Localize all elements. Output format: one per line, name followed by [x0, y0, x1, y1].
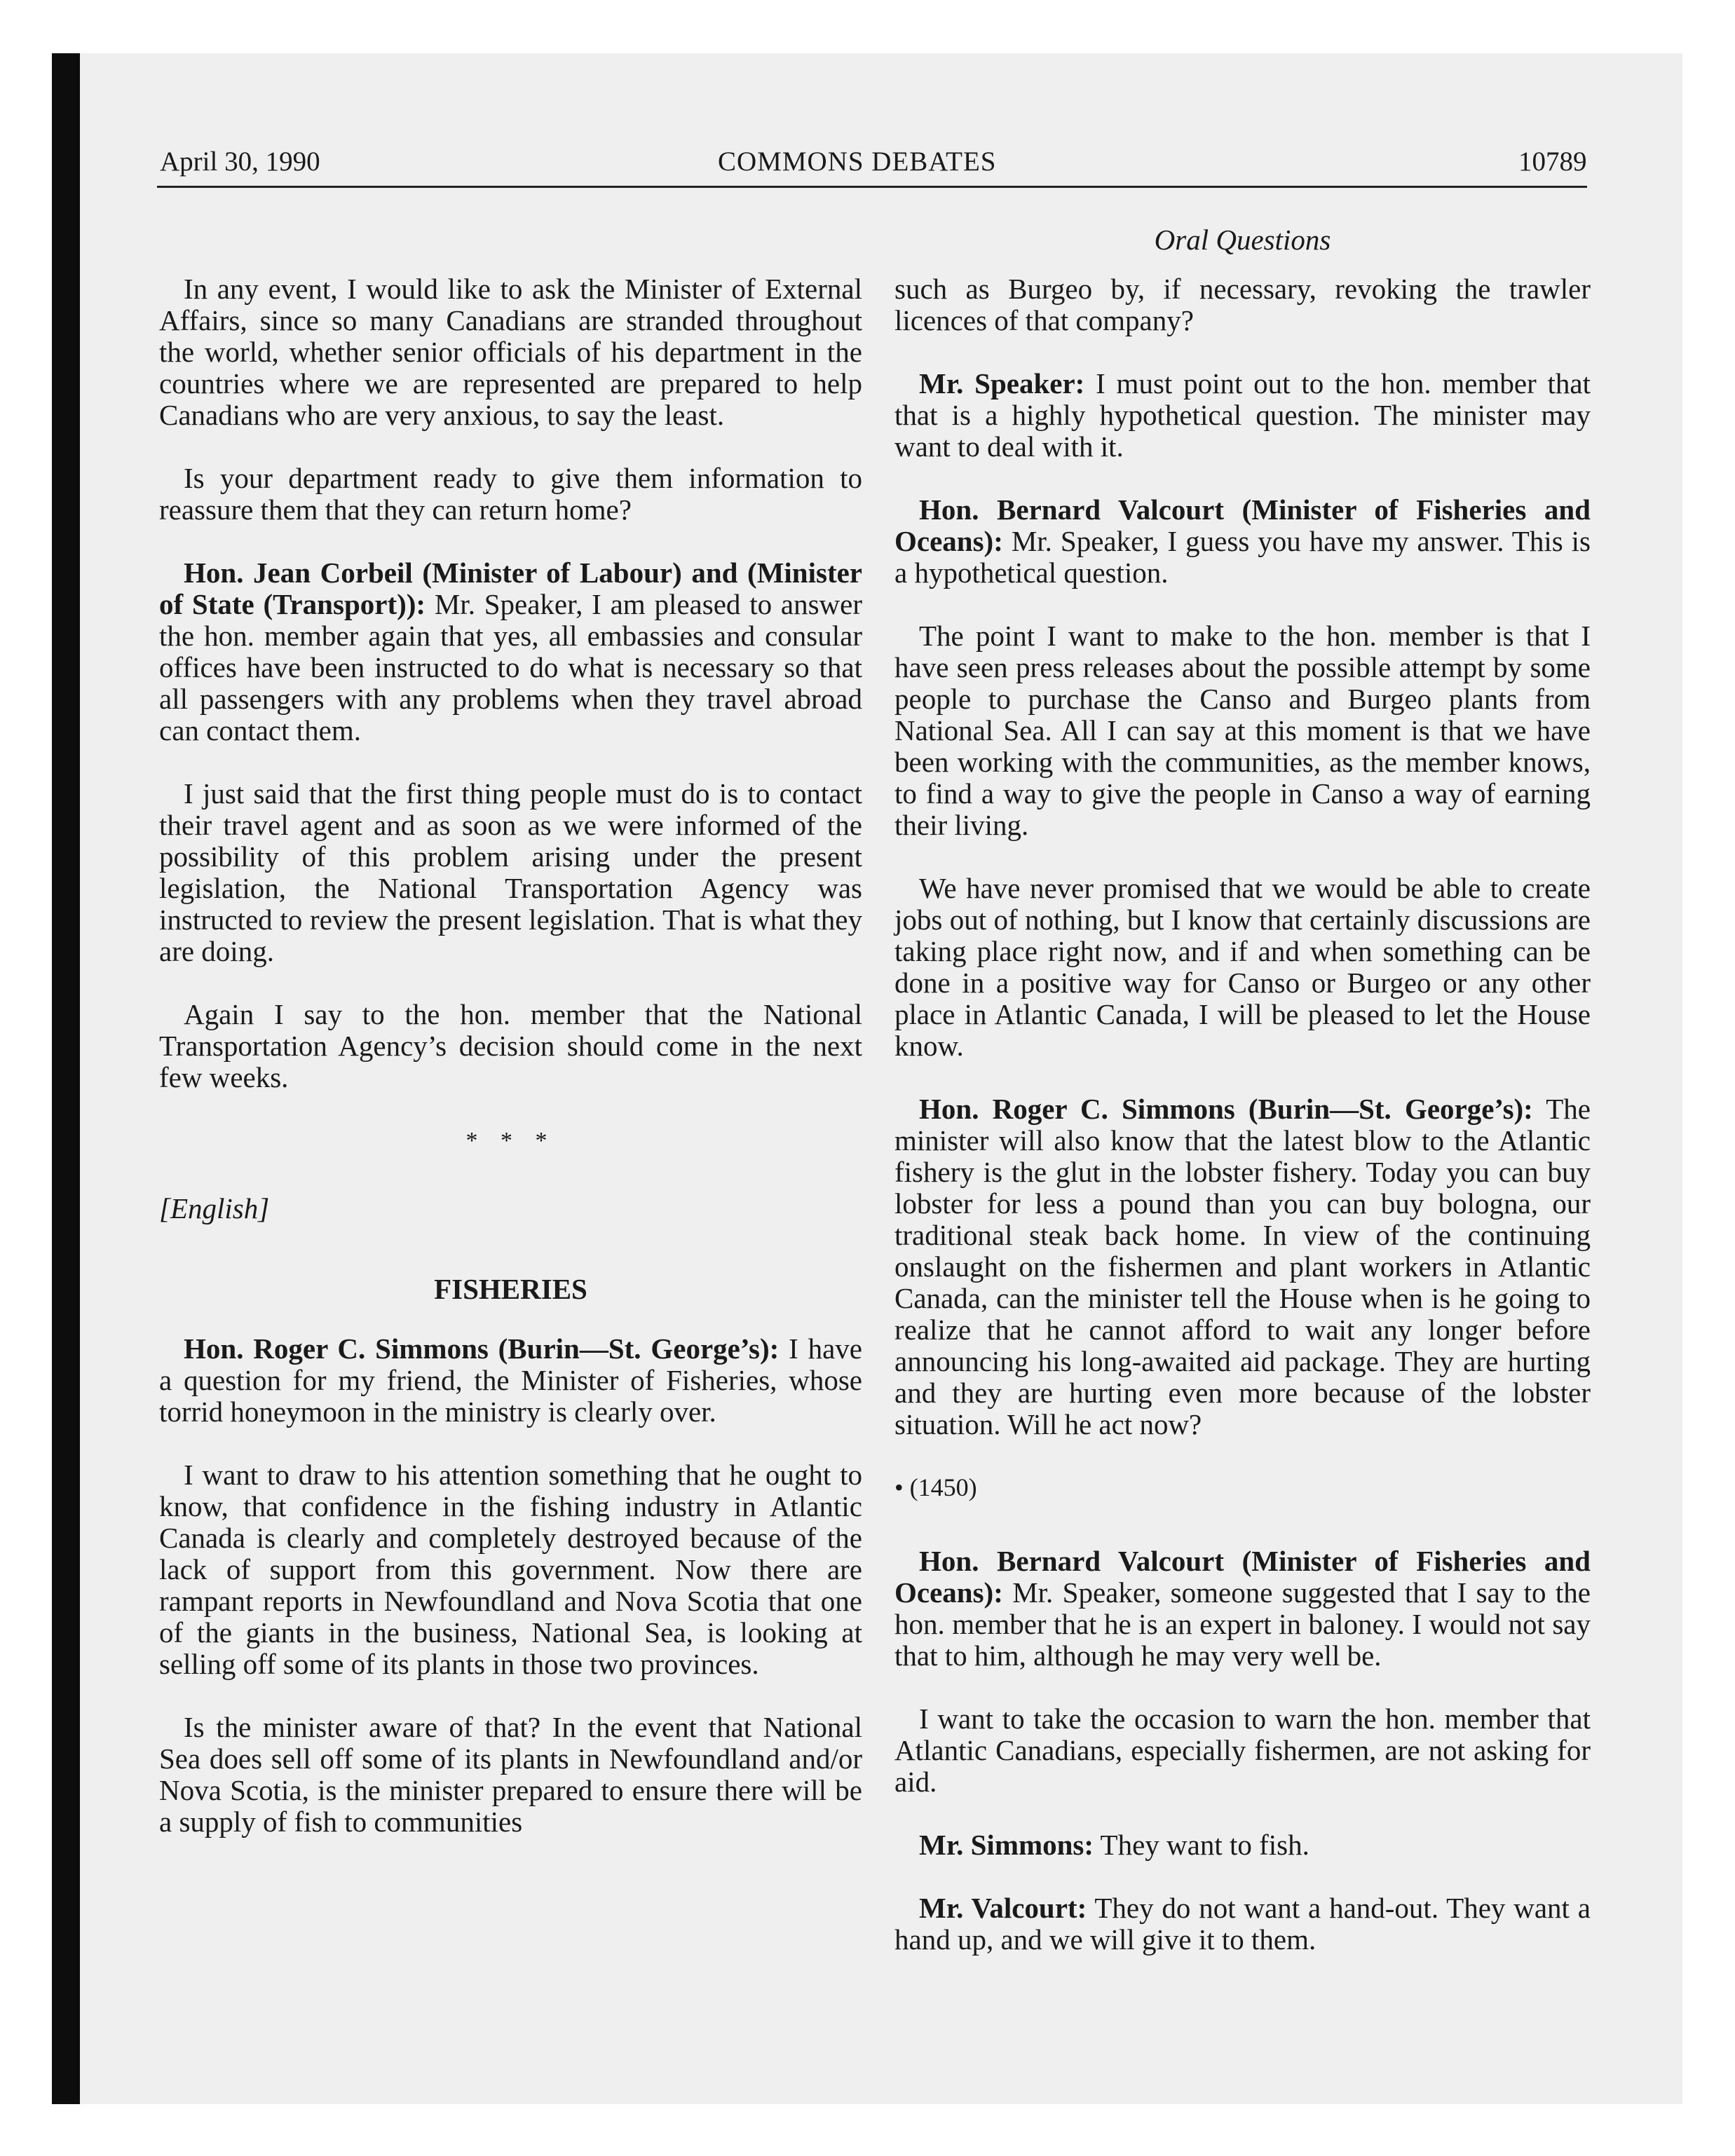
- timestamp: • (1450): [894, 1473, 977, 1501]
- section-heading: FISHERIES: [434, 1273, 587, 1305]
- running-head: Oral Questions: [1154, 224, 1331, 256]
- speaker-name: Mr. Valcourt:: [919, 1892, 1087, 1924]
- speech: [894, 1892, 1591, 1956]
- speech-text: They want to fish.: [1094, 1829, 1309, 1861]
- speaker-name: Hon. Jean Corbeil (Minister of Labour) and (Minister of State (Transport)):: [159, 557, 862, 620]
- header-rule: [157, 186, 1587, 188]
- paragraph: The point I want to make to the hon. member is that I have seen press releases about the possible attempt by some people to purchase the Canso and Burgeo plants from National Sea. All I can say at this moment is that we have been working with the communities, as the member knows, to find a way to give the people in Canso a way of earning their living.: [894, 620, 1591, 841]
- paragraph: such as Burgeo by, if necessary, revoking the trawler licences of that company?: [894, 273, 1591, 336]
- speech-text: Mr. Speaker, I am pleased to answer the hon. member again that yes, all embassies and consular offices have been instructed to do what is necessary so that all passengers with any problems when they travel abroad can contact them.: [159, 588, 862, 746]
- speech-text: Mr. Speaker, I guess you have my answer. This is a hypothetical question.: [894, 525, 1591, 589]
- paragraph: I just said that the first thing people must do is to contact their travel agent and as soon as we were informed of the possibility of this problem arising under the present legislation, the National Transportation Agency was instructed to review the present legislation. That is what they are doing.: [159, 777, 862, 967]
- paragraph: Is your department ready to give them information to reassure them that they can return home?: [159, 462, 862, 526]
- speech: [894, 1546, 1591, 1672]
- header-title: COMMONS DEBATES: [718, 146, 997, 177]
- speaker-name: Mr. Speaker:: [919, 367, 1085, 400]
- left-column: [159, 273, 862, 1869]
- paragraph: I want to take the occasion to warn the hon. member that Atlantic Canadians, especially fishermen, are not asking for aid.: [894, 1703, 1591, 1798]
- right-column: [894, 273, 1591, 1987]
- speech: [159, 1333, 862, 1428]
- paragraph: In any event, I would like to ask the Minister of External Affairs, since so many Canadians are stranded throughout the world, whether senior officials of his department in the countries where we are represented are prepared to help Canadians who are very anxious, to say the least.: [159, 273, 862, 431]
- paragraph: Is the minister aware of that? In the event that National Sea does sell off some of its plants in Newfoundland and/or Nova Scotia, is the minister prepared to ensure there will be a supply of fish to communities: [159, 1711, 862, 1838]
- scan-edge: [52, 53, 80, 2104]
- speech: [894, 368, 1591, 463]
- speech-text: I have a question for my friend, the Minister of Fisheries, whose torrid honeymoon in the ministry is clearly over.: [159, 1332, 862, 1428]
- section-separator: * * *: [465, 1128, 556, 1154]
- speech: [894, 1829, 1591, 1861]
- speech-text: I must point out to the hon. member that that is a highly hypothetical question. The minister may want to deal with it.: [894, 367, 1591, 463]
- language-tag: [English]: [159, 1192, 270, 1224]
- speaker-name: Hon. Bernard Valcourt (Minister of Fisheries and Oceans):: [894, 1545, 1591, 1609]
- speaker-name: Hon. Roger C. Simmons (Burin—St. George’s):: [919, 1093, 1533, 1125]
- speech-text: Mr. Speaker, someone suggested that I say to the hon. member that he is an expert in baloney. I would not say that to him, although he may very well be.: [894, 1576, 1591, 1672]
- header-page-number: 10789: [1518, 146, 1587, 177]
- speech-text: They do not want a hand-out. They want a hand up, and we will give it to them.: [894, 1892, 1591, 1956]
- paragraph: Again I say to the hon. member that the National Transportation Agency’s decision should come in the next few weeks.: [159, 998, 862, 1093]
- speech: [894, 494, 1591, 589]
- speaker-name: Mr. Simmons:: [919, 1829, 1094, 1861]
- header-date: April 30, 1990: [160, 146, 320, 177]
- speech: [159, 557, 862, 746]
- paragraph: I want to draw to his attention something that he ought to know, that confidence in the fishing industry in Atlantic Canada is clearly and completely destroyed because of the lack of support from this government. Now there are rampant reports in Newfoundland and Nova Scotia that one of the giants in the business, National Sea, is looking at selling off some of its plants in those two provinces.: [159, 1459, 862, 1680]
- speech-text: The minister will also know that the latest blow to the Atlantic fishery is the glut in the lobster fishery. Today you can buy lobster for less a pound than you can buy bologna, our traditional steak back home. In view of the continuing onslaught on the fishermen and plant workers in Atlantic Canada, can the minister tell the House when is he going to realize that he cannot afford to wait any longer before announcing his long-awaited aid package. They are hurting and they are hurting even more because of the lobster situation. Will he act now?: [894, 1093, 1591, 1440]
- paragraph: We have never promised that we would be able to create jobs out of nothing, but I know that certainly discussions are taking place right now, and if and when something can be done in a positive way for Canso or Burgeo or any other place in Atlantic Canada, I will be pleased to let the House know.: [894, 872, 1591, 1062]
- speaker-name: Hon. Bernard Valcourt (Minister of Fisheries and Oceans):: [894, 493, 1591, 557]
- speech: [894, 1093, 1591, 1440]
- speaker-name: Hon. Roger C. Simmons (Burin—St. George’s):: [184, 1332, 780, 1365]
